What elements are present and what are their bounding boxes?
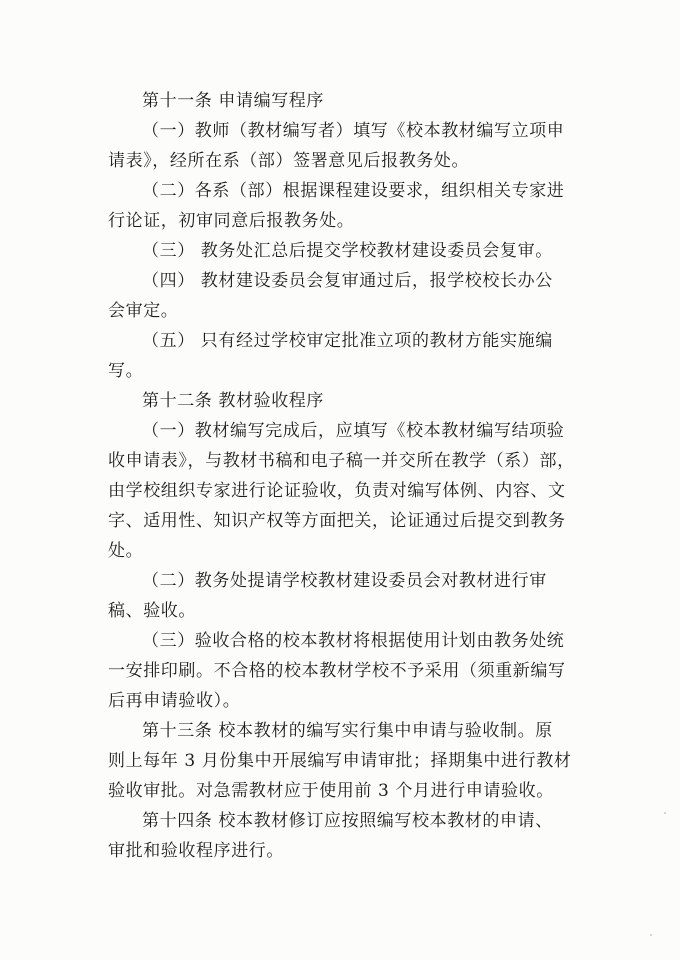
text-line: 字、适用性、知识产权等方面把关，论证通过后提交到教务 [108, 511, 566, 531]
article-11-item-3 [108, 236, 598, 266]
text-line: （二）教务处提请学校教材建设委员会对教材进行审 [142, 571, 547, 591]
article-11-item-4 [108, 266, 598, 326]
scan-speck [664, 812, 666, 814]
text-line: 由学校组织专家进行论证验收，负责对编写体例、内容、文 [108, 481, 566, 501]
text-line: 第十四条 校本教材修订应按照编写校本教材的申请、 [142, 811, 553, 831]
text-line: （五） 只有经过学校审定批准立项的教材方能实施编 [142, 331, 553, 351]
text-line: （一）教师（教材编写者）填写《校本教材编写立项申 [142, 121, 565, 141]
document-body [108, 86, 598, 866]
article-12-heading [108, 386, 598, 416]
text-line: 则上每年 3 月份集中开展编写申请审批；择期集中进行教材 [108, 751, 572, 771]
article-11-item-2 [108, 176, 598, 236]
article-11-heading [108, 86, 598, 116]
text-line: 处。 [108, 541, 144, 561]
text-line: 第十二条 教材验收程序 [142, 391, 325, 411]
text-line: 会审定。 [108, 301, 179, 321]
article-13 [108, 716, 598, 806]
text-line: （三） 教务处汇总后提交学校教材建设委员会复审。 [142, 241, 553, 261]
text-line: 第十三条 校本教材的编写实行集中申请与验收制。原 [142, 721, 553, 741]
text-line: 请表》，经所在系（部）签署意见后报教务处。 [108, 151, 470, 171]
article-12-item-1 [108, 416, 598, 566]
scan-speck [650, 934, 652, 936]
article-14 [108, 806, 598, 866]
text-line: （一）教材编写完成后，应填写《校本教材编写结项验 [142, 421, 565, 441]
text-line: 行论证，初审同意后报教务处。 [108, 211, 355, 231]
text-line: （三）验收合格的校本教材将根据使用计划由教务处统 [142, 631, 565, 651]
text-line: 写。 [108, 361, 144, 381]
text-line: 第十一条 申请编写程序 [142, 91, 325, 111]
text-line: 稿、验收。 [108, 601, 196, 621]
text-line: 一安排印刷。不合格的校本教材学校不予采用（须重新编写 [108, 661, 566, 681]
article-12-item-3 [108, 626, 598, 716]
text-line: 验收审批。对急需教材应于使用前 3 个月进行申请验收。 [108, 781, 554, 801]
article-11-item-5 [108, 326, 598, 386]
text-line: 收申请表》，与教材书稿和电子稿一并交所在教学（系）部， [108, 451, 575, 471]
text-line: （四） 教材建设委员会复审通过后，报学校校长办公 [142, 271, 553, 291]
article-11-item-1 [108, 116, 598, 176]
text-line: 后再申请验收）。 [108, 691, 241, 711]
article-12-item-2 [108, 566, 598, 626]
text-line: 审批和验收程序进行。 [108, 841, 284, 861]
text-line: （二）各系（部）根据课程建设要求，组织相关专家进 [142, 181, 565, 201]
